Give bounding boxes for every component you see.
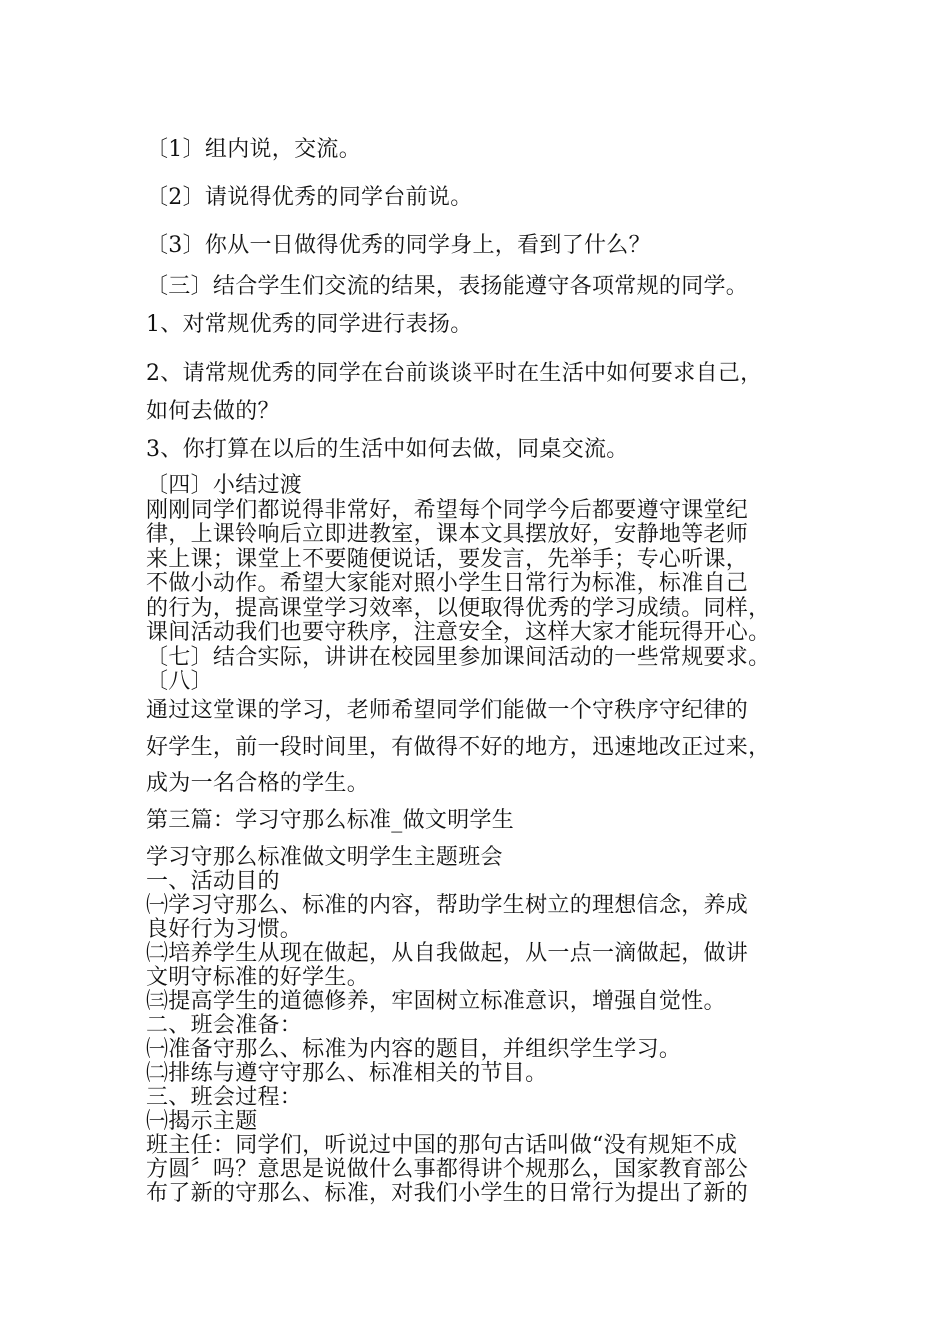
- text-line: 〔1〕组内说，交流。: [146, 137, 361, 162]
- class-meeting-plan: [146, 846, 748, 1206]
- summary-paragraph: [146, 474, 770, 695]
- text-line: 律，上课铃响后立即进教室，课本文具摆放好，安静地等老师: [146, 522, 749, 547]
- text-line: ㈠准备守那么、标准为内容的题目，并组织学生学习。: [146, 1037, 682, 1062]
- text-line: 〔八〕: [146, 669, 213, 694]
- text-line: ㈡培养学生从现在做起，从自我做起，从一点一滴做起，做讲: [146, 941, 749, 966]
- text-line: 课间活动我们也要守秩序，注意安全，这样大家才能玩得开心。: [146, 620, 771, 645]
- text-line: ㈠学习守那么、标准的内容，帮助学生树立的理想信念，养成: [146, 893, 749, 918]
- text-line: 2、请常规优秀的同学在台前谈谈平时在生活中如何要求自己，: [146, 361, 763, 386]
- text-line: 文明守标准的好学生。: [146, 965, 370, 990]
- text-line: 如何去做的？: [146, 399, 280, 424]
- text-line: 方圆〞吗？意思是说做什么事都得讲个规那么，国家教育部公: [146, 1157, 749, 1182]
- text-line: 〔2〕请说得优秀的同学台前说。: [146, 185, 473, 210]
- text-line: 通过这堂课的学习，老师希望同学们能做一个守秩序守纪律的: [146, 698, 749, 723]
- text-line: 好学生，前一段时间里，有做得不好的地方，迅速地改正过来，: [146, 735, 771, 760]
- text-line: 〔三〕结合学生们交流的结果，表扬能遵守各项常规的同学。: [146, 274, 749, 299]
- text-line: 3、你打算在以后的生活中如何去做，同桌交流。: [146, 437, 629, 462]
- text-line: 三、班会过程：: [146, 1085, 303, 1110]
- text-line: ㈠揭示主题: [146, 1109, 258, 1134]
- text-line: 一、活动目的: [146, 869, 280, 894]
- text-line: ㈢提高学生的道德修养，牢固树立标准意识，增强自觉性。: [146, 989, 726, 1014]
- text-line: 学习守那么标准做文明学生主题班会: [146, 845, 503, 870]
- text-line: 布了新的守那么、标准，对我们小学生的日常行为提出了新的: [146, 1181, 749, 1206]
- text-line: 来上课；课堂上不要随便说话，要发言，先举手；专心听课，: [146, 546, 749, 572]
- text-line: 良好行为习惯。: [146, 917, 303, 942]
- text-line: 的行为，提高课堂学习效率，以便取得优秀的学习成绩。同样，: [146, 595, 771, 621]
- text-line: ㈡排练与遵守守那么、标准相关的节目。: [146, 1061, 548, 1086]
- text-line: 1、对常规优秀的同学进行表扬。: [146, 312, 473, 337]
- text-line: 〔七〕结合实际，讲讲在校园里参加课间活动的一些常规要求。: [146, 644, 771, 670]
- text-line: 〔四〕小结过渡: [146, 473, 303, 498]
- section-heading: 第三篇：学习守那么标准_做文明学生: [146, 808, 515, 833]
- text-line: 〔3〕你从一日做得优秀的同学身上，看到了什么？: [146, 233, 651, 258]
- text-line: 不做小动作。希望大家能对照小学生日常行为标准，标准自己: [146, 571, 749, 596]
- text-line: 班主任：同学们，听说过中国的那句古话叫做“没有规矩不成: [146, 1133, 738, 1158]
- text-line: 成为一名合格的学生。: [146, 771, 370, 796]
- text-line: 二、班会准备：: [146, 1013, 303, 1038]
- text-line: 刚刚同学们都说得非常好，希望每个同学今后都要遵守课堂纪: [146, 497, 749, 523]
